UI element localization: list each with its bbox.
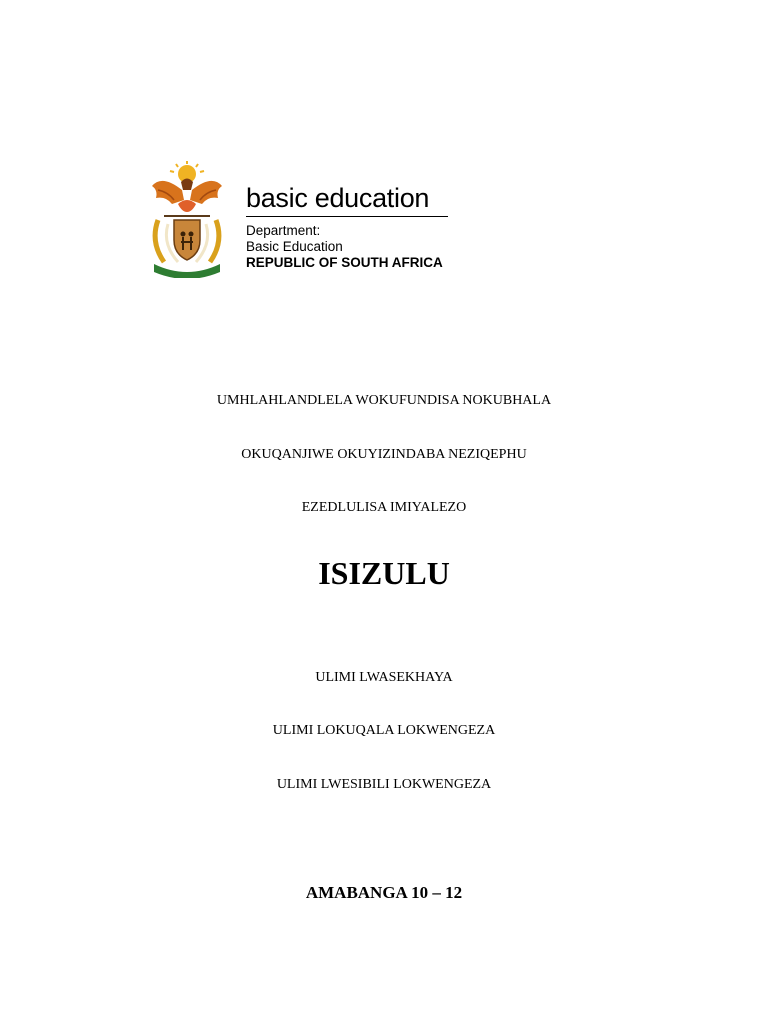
department-logo [138,158,458,283]
coat-of-arms-icon [144,160,230,278]
page-title: ISIZULU [318,555,450,591]
country-name: REPUBLIC OF SOUTH AFRICA [246,255,443,270]
heading-line-1: UMHLAHLANDLELA WOKUFUNDISA NOKUBHALA [216,393,552,408]
brand-title: basic education [246,182,448,217]
grades-label: AMABANGA 10 – 12 [305,883,463,902]
heading-line-3: EZEDLULISA IMIYALEZO [301,500,467,515]
department-label: Department: [246,223,321,238]
language-line-1: ULIMI LWASEKHAYA [315,670,453,685]
department-name [246,182,448,271]
department-subtitle: Basic Education [246,239,343,254]
language-line-3: ULIMI LWESIBILI LOKWENGEZA [276,777,492,792]
language-line-2: ULIMI LOKUQALA LOKWENGEZA [272,723,496,738]
heading-line-2: OKUQANJIWE OKUYIZINDABA NEZIQEPHU [241,447,527,462]
seal-motto: !KE E: /XARRA //KE [168,264,206,269]
